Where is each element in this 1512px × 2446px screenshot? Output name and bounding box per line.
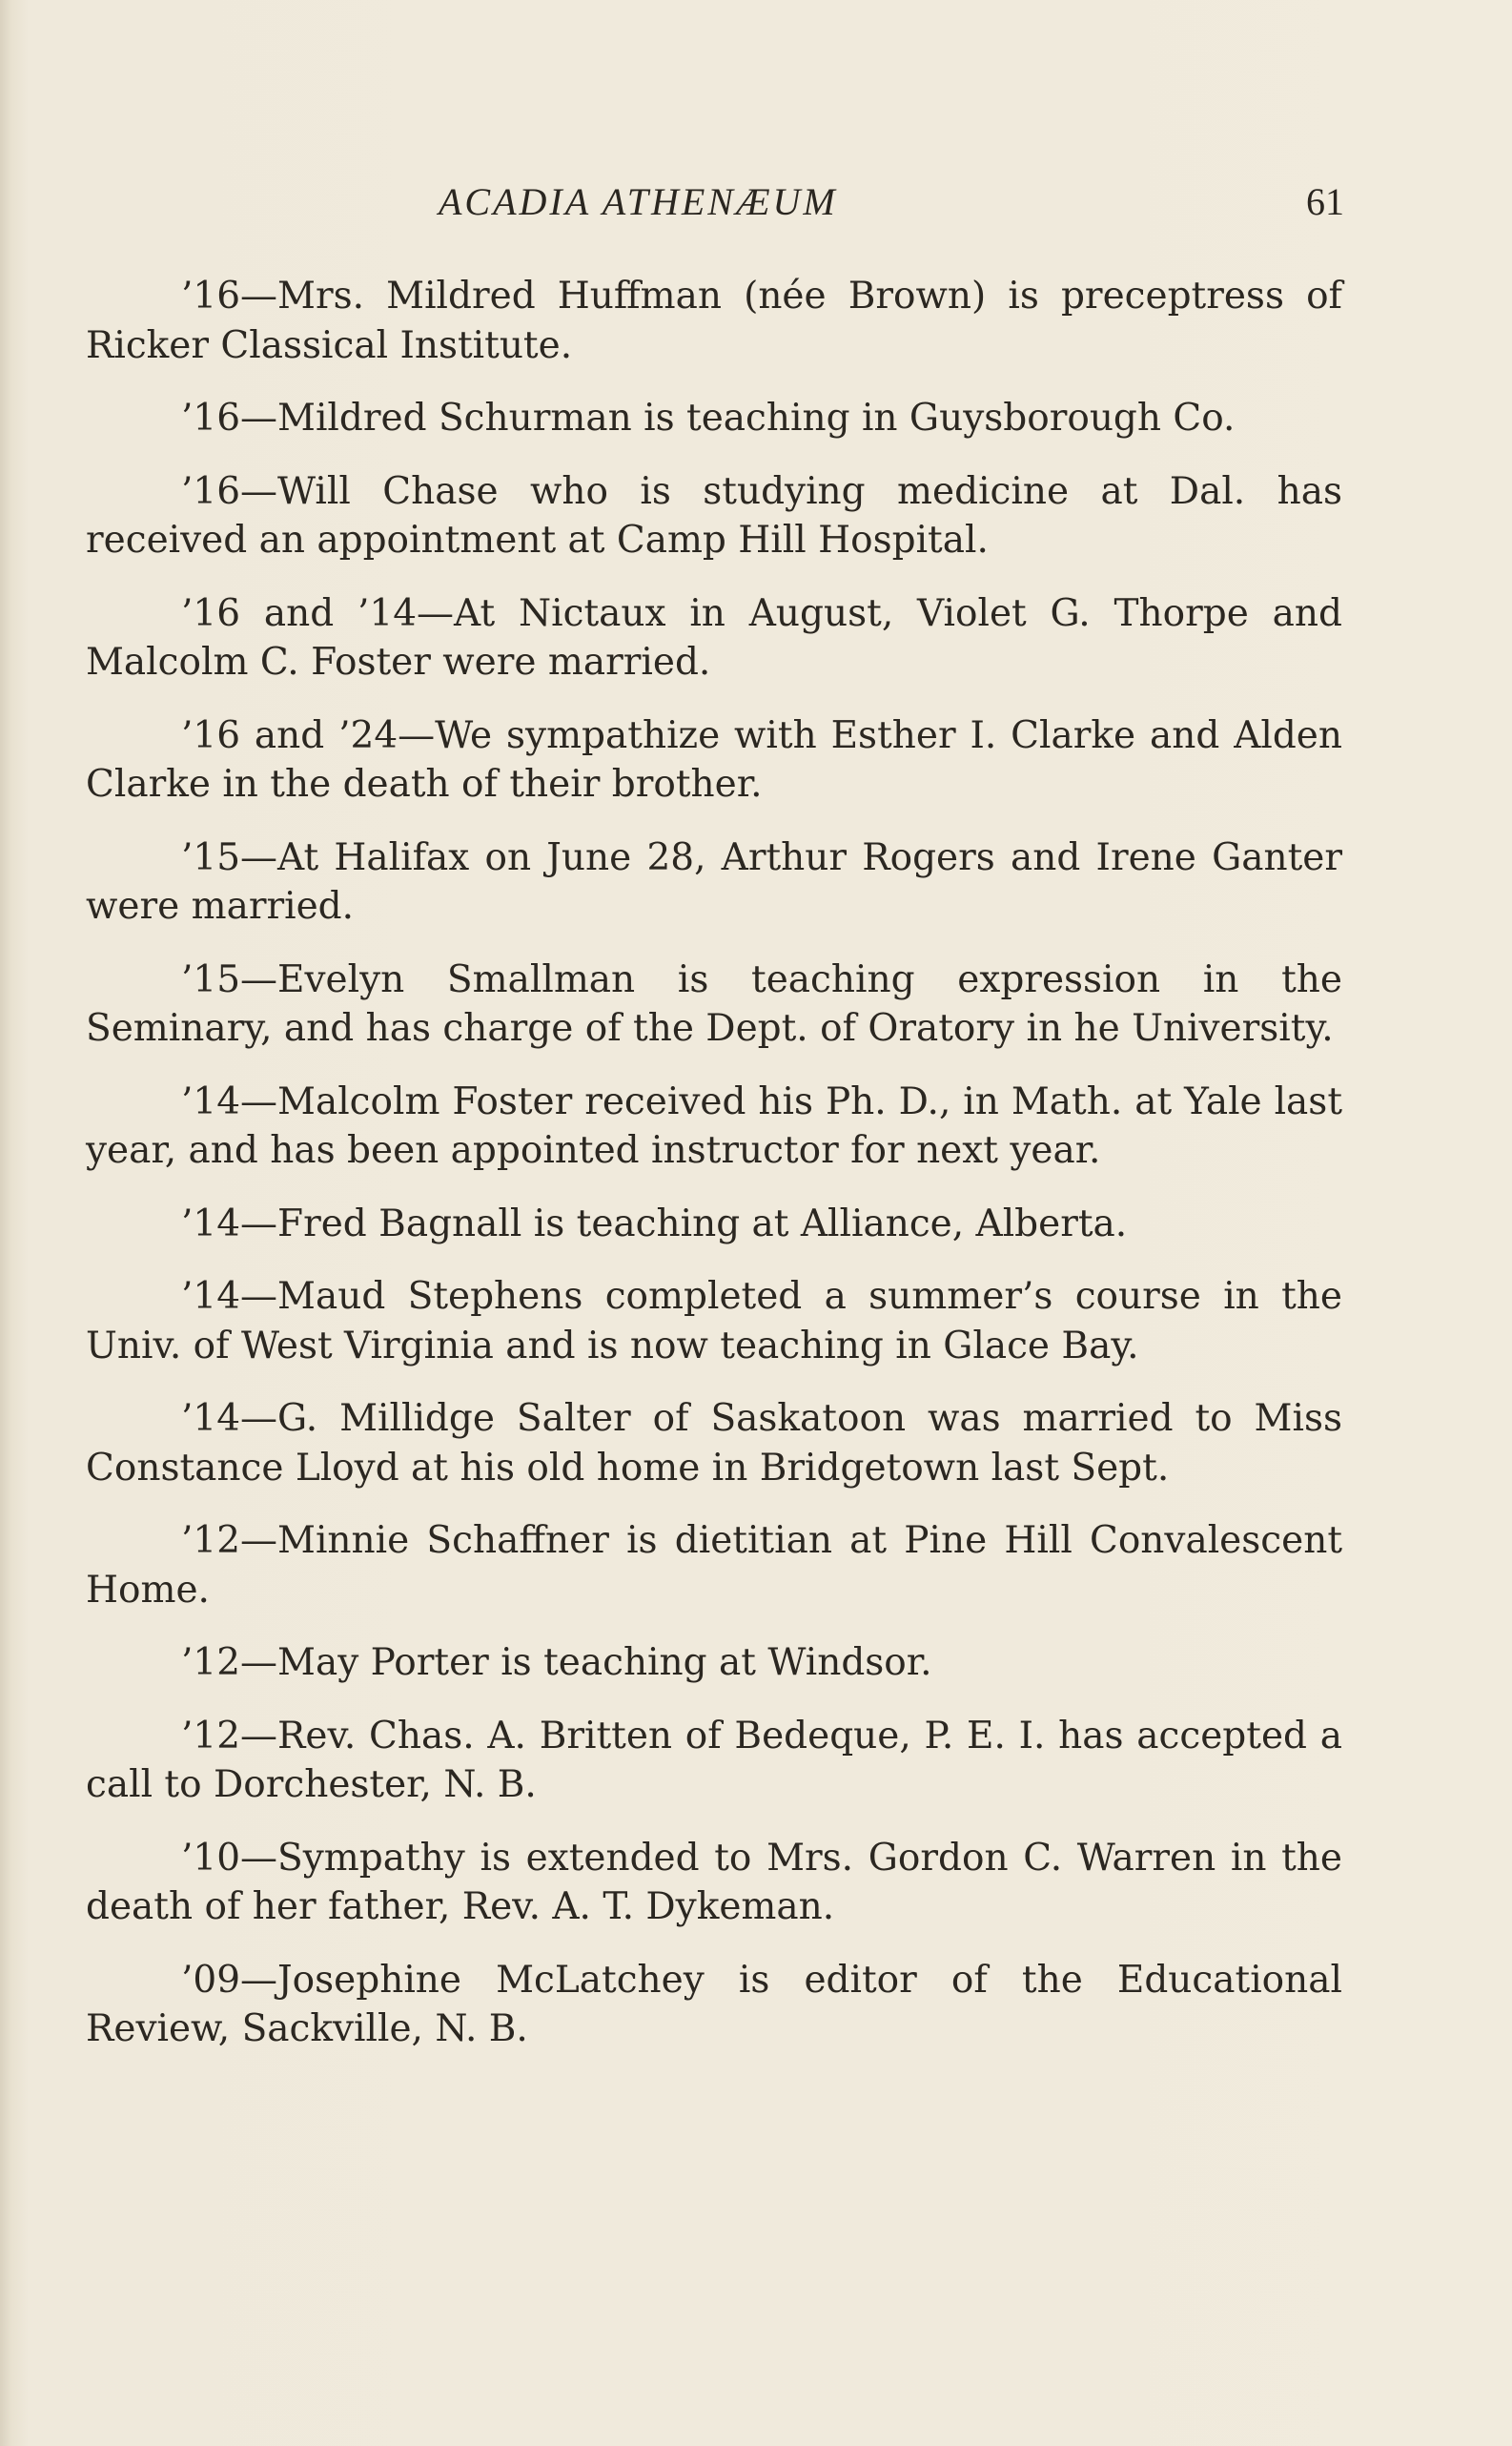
alumni-note: ’14—Malcolm Foster received his Ph. D., in Math. at Yale last year, and has been appointed instructor for next year.	[86, 1079, 1342, 1172]
alumni-note: ’12—Rev. Chas. A. Britten of Bedeque, P. E. I. has accepted a call to Dorchester, N. B.	[86, 1714, 1342, 1806]
alumni-note: ’10—Sympathy is extended to Mrs. Gordon C. Warren in the death of her father, Rev. A. T. Dykeman.	[86, 1836, 1342, 1928]
alumni-note: ’16 and ’24—We sympathize with Esther I. Clarke and Alden Clarke in the death of their brother.	[86, 713, 1342, 806]
alumni-note: ’09—Josephine McLatchey is editor of the Educational Review, Sackville, N. B.	[86, 1958, 1342, 2050]
alumni-note: ’15—At Halifax on June 28, Arthur Rogers and Irene Ganter were married.	[86, 835, 1342, 928]
alumni-note: ’14—G. Millidge Salter of Saskatoon was married to Miss Constance Lloyd at his old home in Bridgetown last Sept.	[86, 1397, 1342, 1490]
alumni-notes	[86, 272, 1342, 2078]
running-title: ACADIA ATHENÆUM	[439, 180, 838, 223]
alumni-note: ’16—Will Chase who is studying medicine at Dal. has received an appointment at Camp Hill Hospital.	[86, 469, 1342, 562]
alumni-note: ’12—May Porter is teaching at Windsor.	[181, 1641, 932, 1684]
alumni-note: ’16—Mrs. Mildred Huffman (née Brown) is preceptress of Ricker Classical Institute.	[86, 275, 1342, 367]
alumni-note: ’16—Mildred Schurman is teaching in Guysborough Co.	[181, 397, 1236, 440]
alumni-note: ’15—Evelyn Smallman is teaching expression in the Seminary, and has charge of the Dept. of Oratory in he University.	[86, 957, 1342, 1050]
alumni-note: ’14—Maud Stephens completed a summer’s course in the Univ. of West Virginia and is now teaching in Glace Bay.	[86, 1275, 1342, 1367]
alumni-note: ’14—Fred Bagnall is teaching at Alliance, Alberta.	[181, 1202, 1128, 1245]
alumni-note: ’16 and ’14—At Nictaux in August, Violet G. Thorpe and Malcolm C. Foster were married.	[86, 591, 1342, 684]
page-number: 61	[1306, 180, 1344, 223]
alumni-note: ’12—Minnie Schaffner is dietitian at Pine Hill Convalescent Home.	[86, 1519, 1342, 1612]
page-header	[86, 179, 1344, 236]
